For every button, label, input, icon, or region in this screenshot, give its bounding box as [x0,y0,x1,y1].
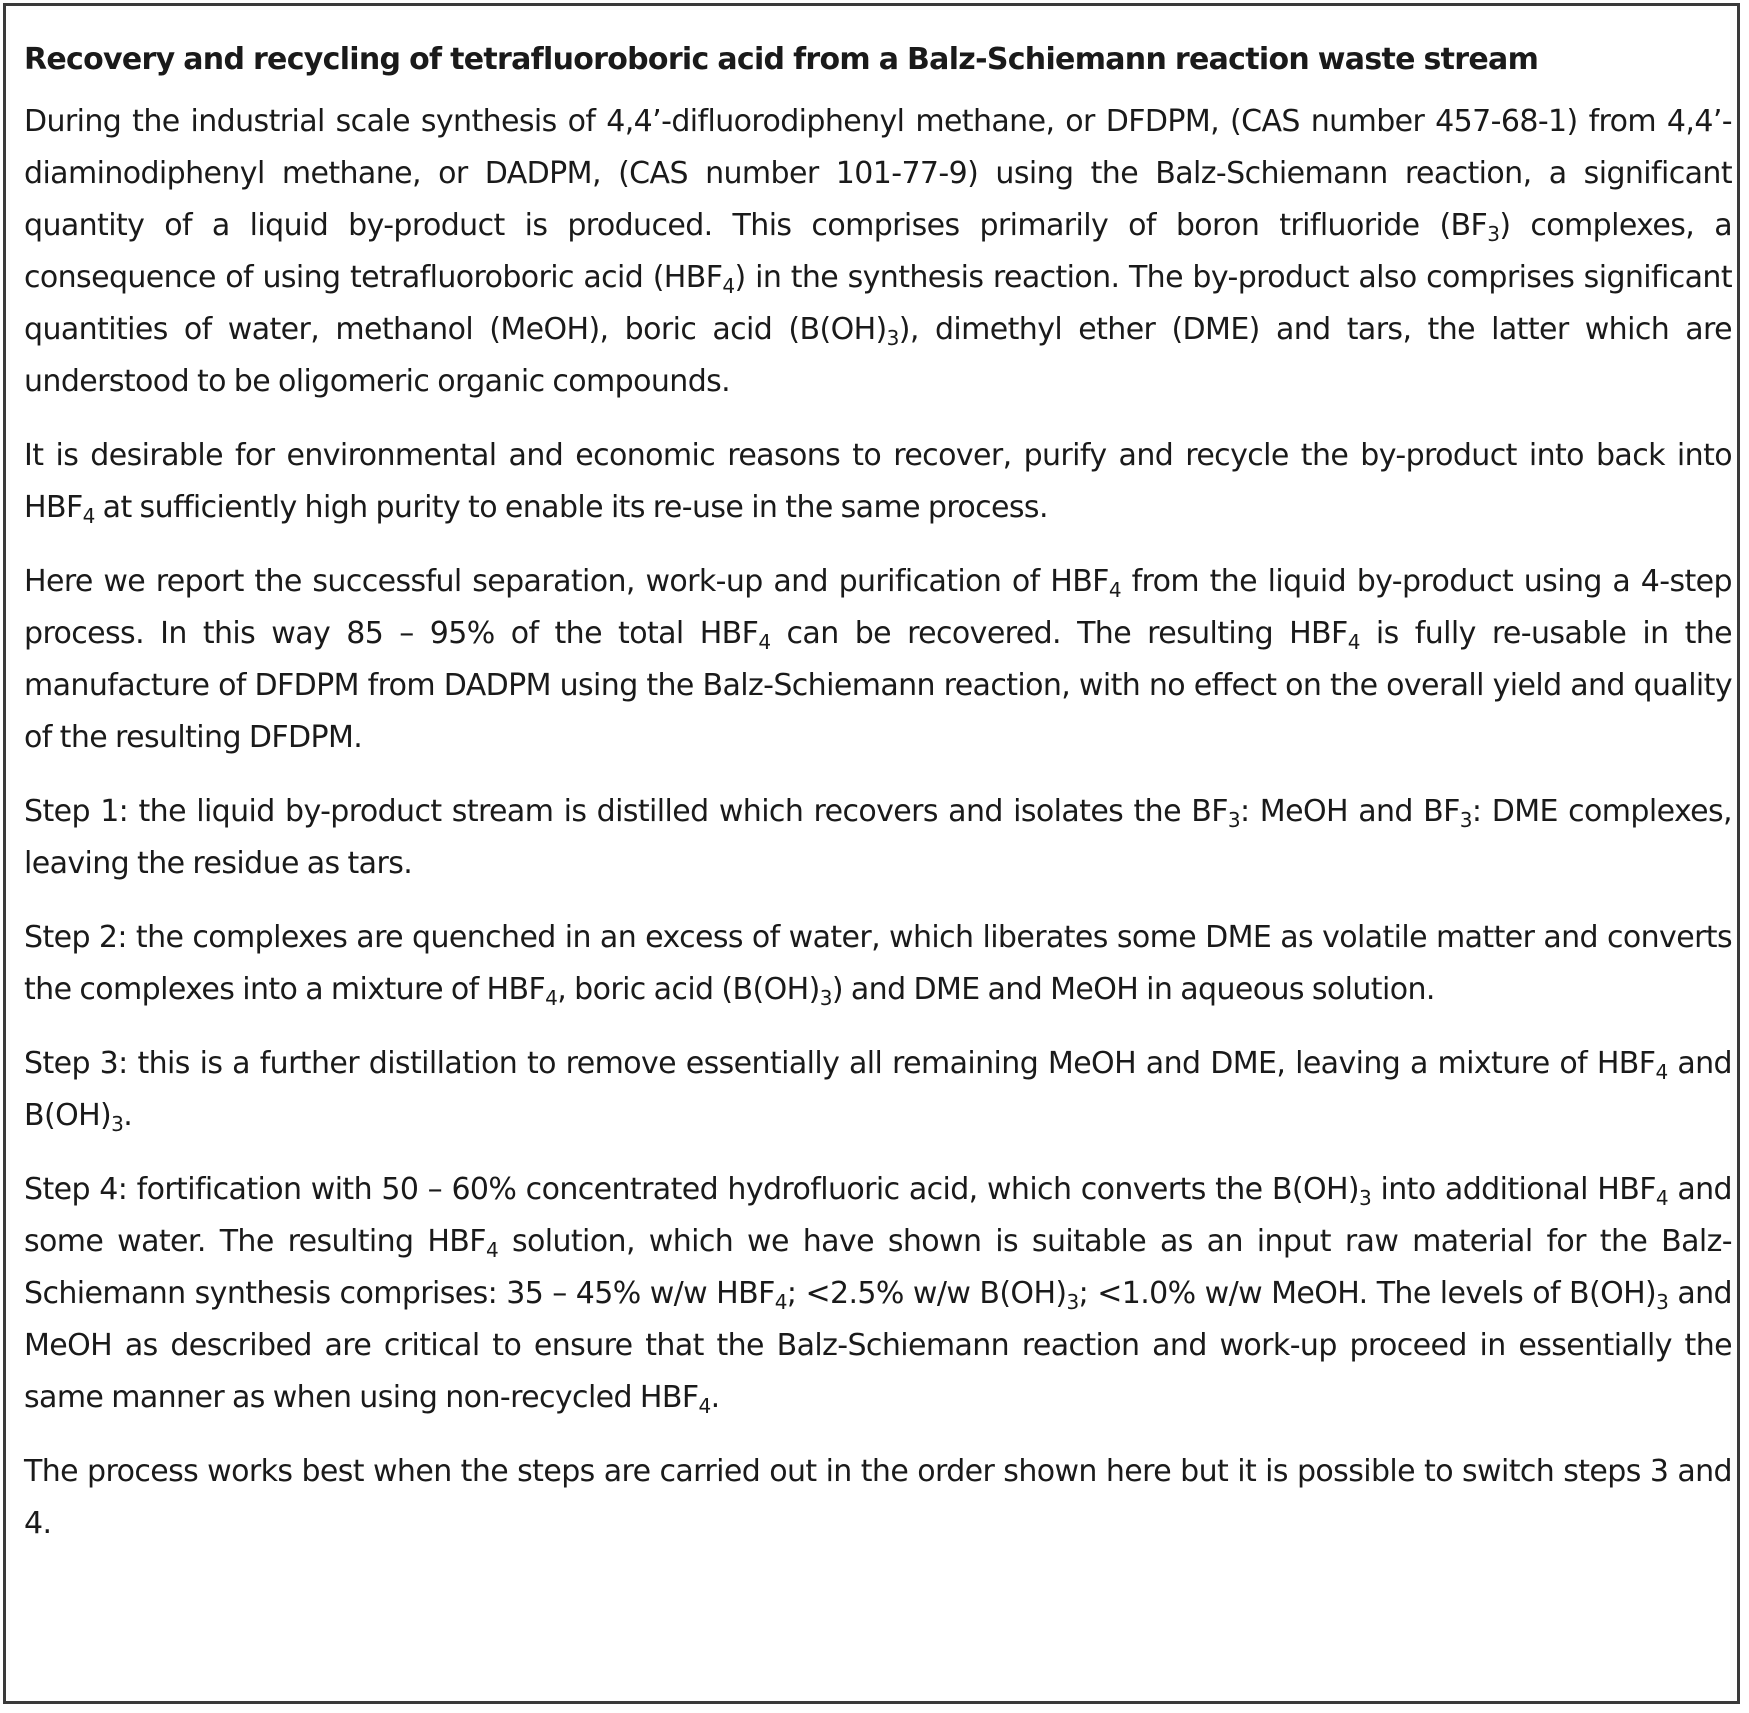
subscript: 4 [1108,578,1121,602]
subscript: 3 [1227,808,1240,832]
text-run: Step 2: the complexes are quenched in an excess of water, which liberates some DME as volatile matter and converts the complexes into a mixture of HBF [24,920,1732,1007]
text-run: ; <2.5% w/w B(OH) [786,1276,1067,1311]
paragraph-step-3 [24,1038,1732,1142]
paragraph-step-2 [24,912,1732,1016]
paragraph-intro [24,96,1732,408]
subscript: 4 [485,1238,499,1262]
subscript: 3 [886,326,899,350]
text-run: The process works best when the steps are carried out in the order shown here but it is possible to switch steps 3 and 4. [24,1454,1732,1541]
text-run: ; <1.0% w/w MeOH. The levels of B(OH) [1078,1276,1657,1311]
text-run: Step 1: the liquid by-product stream is distilled which recovers and isolates the BF [24,794,1228,829]
subscript: 3 [819,986,832,1010]
text-run: from the liquid by-product using a 4-step process. In this way 85 – 95% of the total HBF [24,564,1732,651]
text-run: into additional HBF [1371,1172,1656,1207]
paragraph-note [24,1446,1732,1550]
subscript: 4 [545,986,558,1010]
paragraph-step-1 [24,786,1732,890]
subscript: 4 [1347,630,1360,654]
text-run: Step 4: fortification with 50 – 60% concentrated hydrofluoric acid, which converts the B(OH) [24,1172,1360,1207]
text-run: ), dimethyl ether (DME) and tars, the latter which are understood to be oligomeric organic compounds. [24,312,1732,399]
subscript: 4 [82,504,95,528]
text-run: and some water. The resulting HBF [24,1172,1732,1259]
text-run: can be recovered. The resulting HBF [770,616,1348,651]
text-run: . [123,1098,133,1133]
subscript: 3 [1487,222,1500,246]
text-run: Step 3: this is a further distillation to remove essentially all remaining MeOH and DME, leaving a mixture of HBF [24,1046,1656,1081]
subscript: 4 [758,630,771,654]
text-run: : DME complexes, leaving the residue as tars. [24,794,1732,881]
document-content [24,34,1732,1550]
subscript: 4 [722,274,735,298]
text-run: . [710,1380,720,1415]
paragraph-motivation [24,430,1732,534]
text-run: and MeOH as described are critical to ensure that the Balz-Schiemann reaction and work-up proceed in essentially the same manner as when using non-recycled HBF [24,1276,1732,1415]
text-run: and B(OH) [24,1046,1732,1133]
text-run: It is desirable for environmental and economic reasons to recover, purify and recycle the by-product into back into HBF [24,438,1732,525]
text-run: , boric acid (B(OH) [557,972,820,1007]
paragraph-summary [24,556,1732,764]
text-run: : MeOH and BF [1240,794,1460,829]
subscript: 4 [774,1290,787,1314]
subscript: 3 [1359,1186,1372,1210]
document-title: Recovery and recycling of tetrafluoroboric acid from a Balz-Schiemann reaction waste stream [24,42,1539,77]
paragraph-list [24,96,1732,1550]
text-run: at sufficiently high purity to enable its re-use in the same process. [94,490,1048,525]
subscript: 4 [698,1394,711,1418]
subscript: 3 [111,1112,124,1136]
text-run: During the industrial scale synthesis of 4,4’-difluorodiphenyl methane, or DFDPM, (CAS number 457-68-1) from 4,4’-diaminodiphenyl methane, or DADPM, (CAS number 101-77-9) using the Balz-Schiemann reaction, a significant quantity of a liquid by-product is produced. This comprises primarily of boron trifluoride (BF [24,104,1732,243]
text-run: ) and DME and MeOH in aqueous solution. [831,972,1435,1007]
text-run: Here we report the successful separation, work-up and purification of HBF [24,564,1109,599]
text-run: ) in the synthesis reaction. The by-product also comprises significant quantities of water, methanol (MeOH), boric acid (B(OH) [24,260,1732,347]
paragraph-step-4 [24,1164,1732,1424]
subscript: 3 [1656,1290,1669,1314]
subscript: 3 [1459,808,1472,832]
text-run: solution, which we have shown is suitable as an input raw material for the Balz-Schiemann synthesis comprises: 35 – 45% w/w HBF [24,1224,1732,1311]
subscript: 3 [1066,1290,1079,1314]
text-run: ) complexes, a consequence of using tetrafluoroboric acid (HBF [24,208,1732,295]
document-frame [3,3,1740,1704]
subscript: 4 [1655,1186,1668,1210]
subscript: 4 [1655,1060,1668,1084]
text-run: is fully re-usable in the manufacture of DFDPM from DADPM using the Balz-Schiemann reaction, with no effect on the overall yield and quality of the resulting DFDPM. [24,616,1733,755]
